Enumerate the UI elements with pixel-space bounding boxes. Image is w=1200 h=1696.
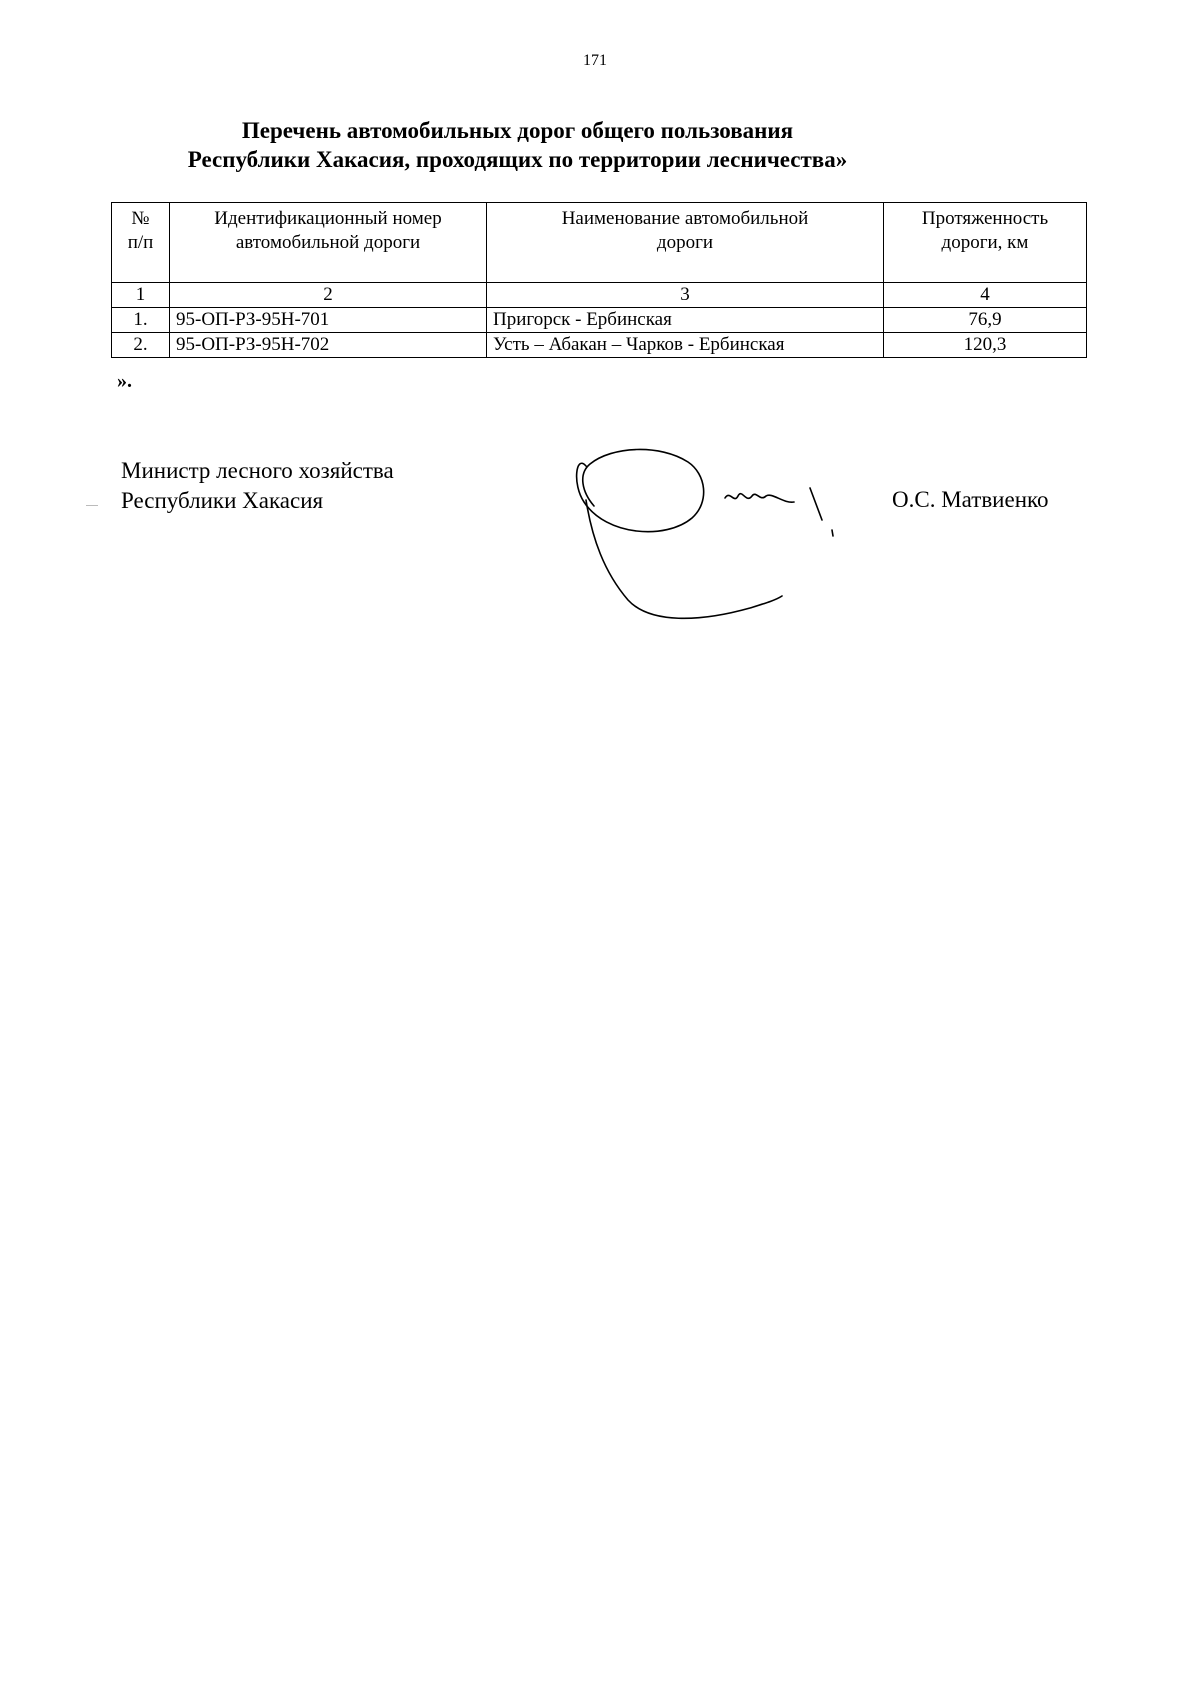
header-road-id (170, 203, 487, 283)
road-length: 76,9 (884, 308, 1087, 333)
road-id: 95-ОП-РЗ-95Н-701 (170, 308, 487, 333)
closing-quote-mark: ». (117, 370, 132, 392)
header-number-line2: п/п (127, 232, 154, 253)
title-line-2: Республики Хакасия, проходящих по территории лесничества» (187, 147, 848, 172)
table-row (112, 333, 1087, 358)
road-name: Пригорск - Ербинская (487, 308, 884, 333)
page-number: 171 (583, 52, 607, 69)
roads-table (111, 202, 1087, 358)
signer-name: О.С. Матвиенко (892, 487, 1049, 512)
header-road-length-line2: дороги, км (941, 232, 1029, 253)
header-road-name-line2: дороги (656, 232, 714, 253)
column-number-row (112, 283, 1087, 308)
header-road-name (487, 203, 884, 283)
row-number: 2. (112, 333, 170, 358)
header-road-id-line1: Идентификационный номер (214, 208, 442, 229)
position-line-1: Министр лесного хозяйства (121, 458, 394, 483)
column-number: 1 (112, 283, 170, 308)
road-length: 120,3 (884, 333, 1087, 358)
header-road-name-line1: Наименование автомобильной (561, 208, 809, 229)
position-line-2: Республики Хакасия (121, 488, 324, 513)
header-number-line1: № (131, 208, 150, 229)
road-name: Усть – Абакан – Чарков - Ербинская (487, 333, 884, 358)
header-number (112, 203, 170, 283)
signatory-position (121, 456, 394, 516)
margin-mark (86, 505, 98, 506)
header-road-length-line1: Протяженность (921, 208, 1049, 229)
title-line-1: Перечень автомобильных дорог общего пользования (241, 118, 794, 143)
column-number: 4 (884, 283, 1087, 308)
header-road-id-line2: автомобильной дороги (235, 232, 421, 253)
row-number: 1. (112, 308, 170, 333)
header-road-length (884, 203, 1087, 283)
column-number: 3 (487, 283, 884, 308)
column-number: 2 (170, 283, 487, 308)
table-header-row (112, 203, 1087, 283)
road-id: 95-ОП-РЗ-95Н-702 (170, 333, 487, 358)
handwritten-signature (570, 440, 900, 640)
table-row (112, 308, 1087, 333)
document-title (100, 116, 935, 174)
